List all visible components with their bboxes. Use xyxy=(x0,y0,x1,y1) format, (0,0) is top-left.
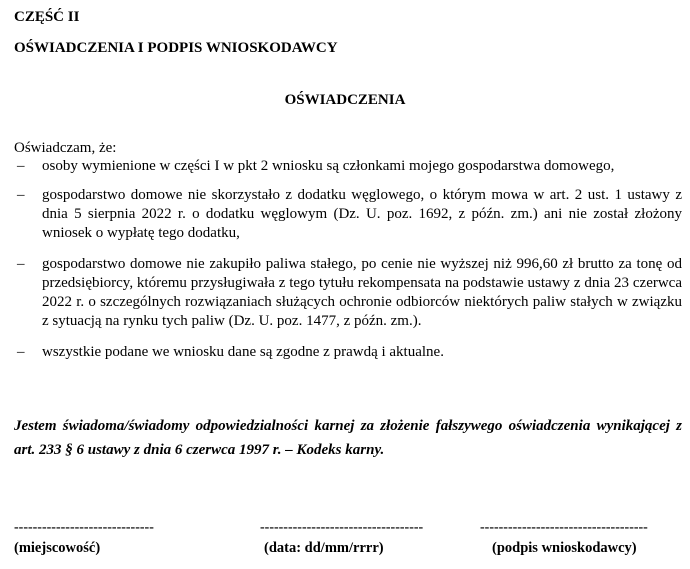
date-label: (data: dd/mm/rrrr) xyxy=(264,540,384,556)
section-title: OŚWIADCZENIA I PODPIS WNIOSKODAWCY xyxy=(14,40,338,56)
statements-list xyxy=(14,157,682,374)
bullet-dash: – xyxy=(17,158,25,174)
statement-text: osoby wymienione w części I w pkt 2 wniosku są członkami mojego gospodarstwa domowego, xyxy=(42,158,615,174)
place-signature-line[interactable]: ------------------------------ xyxy=(14,520,154,535)
bullet-dash: – xyxy=(17,256,25,272)
date-signature-line[interactable]: ----------------------------------- xyxy=(260,520,424,535)
place-label: (miejscowość) xyxy=(14,540,101,556)
signature-label: (podpis wnioskodawcy) xyxy=(492,540,637,556)
criminal-liability-warning: Jestem świadoma/świadomy odpowiedzialności karnej za złożenie fałszywego oświadczenia wynikającej z art. 233 § 6 ustawy z dnia 6 czerwca 1997 r. – Kodeks karny. xyxy=(14,418,682,458)
statement-text: gospodarstwo domowe nie skorzystało z dodatku węglowego, o którym mowa w art. 2 ust. 1 ustawy z dnia 5 sierpnia 2022 r. o dodatku węglowym (Dz. U. poz. 1692, z późn. zm.) ani nie został złożony wniosek o wypłatę tego dodatku, xyxy=(42,187,682,241)
statement-item xyxy=(14,343,682,362)
bullet-dash: – xyxy=(17,344,25,360)
statement-text: gospodarstwo domowe nie zakupiło paliwa stałego, po cenie nie wyższej niż 996,60 zł brutto za tonę od przedsiębiorcy, któremu przysługiwała z tego tytułu rekompensata na podstawie ustawy z dnia 23 czerwca 2022 r. o szczególnych rozwiązaniach służących ochronie odbiorców niektórych paliw stałych w związku z sytuacją na rynku tych paliw (Dz. U. poz. 1477, z późn. zm.). xyxy=(42,256,682,329)
statement-item xyxy=(14,157,682,176)
statements-heading: OŚWIADCZENIA xyxy=(284,92,406,108)
part-title: CZĘŚĆ II xyxy=(14,9,80,25)
statements-intro: Oświadczam, że: xyxy=(14,140,117,156)
statement-text: wszystkie podane we wniosku dane są zgodne z prawdą i aktualne. xyxy=(42,344,444,360)
applicant-signature-line[interactable]: ------------------------------------ xyxy=(480,520,648,535)
bullet-dash: – xyxy=(17,187,25,203)
statement-item xyxy=(14,255,682,331)
statement-item xyxy=(14,186,682,243)
